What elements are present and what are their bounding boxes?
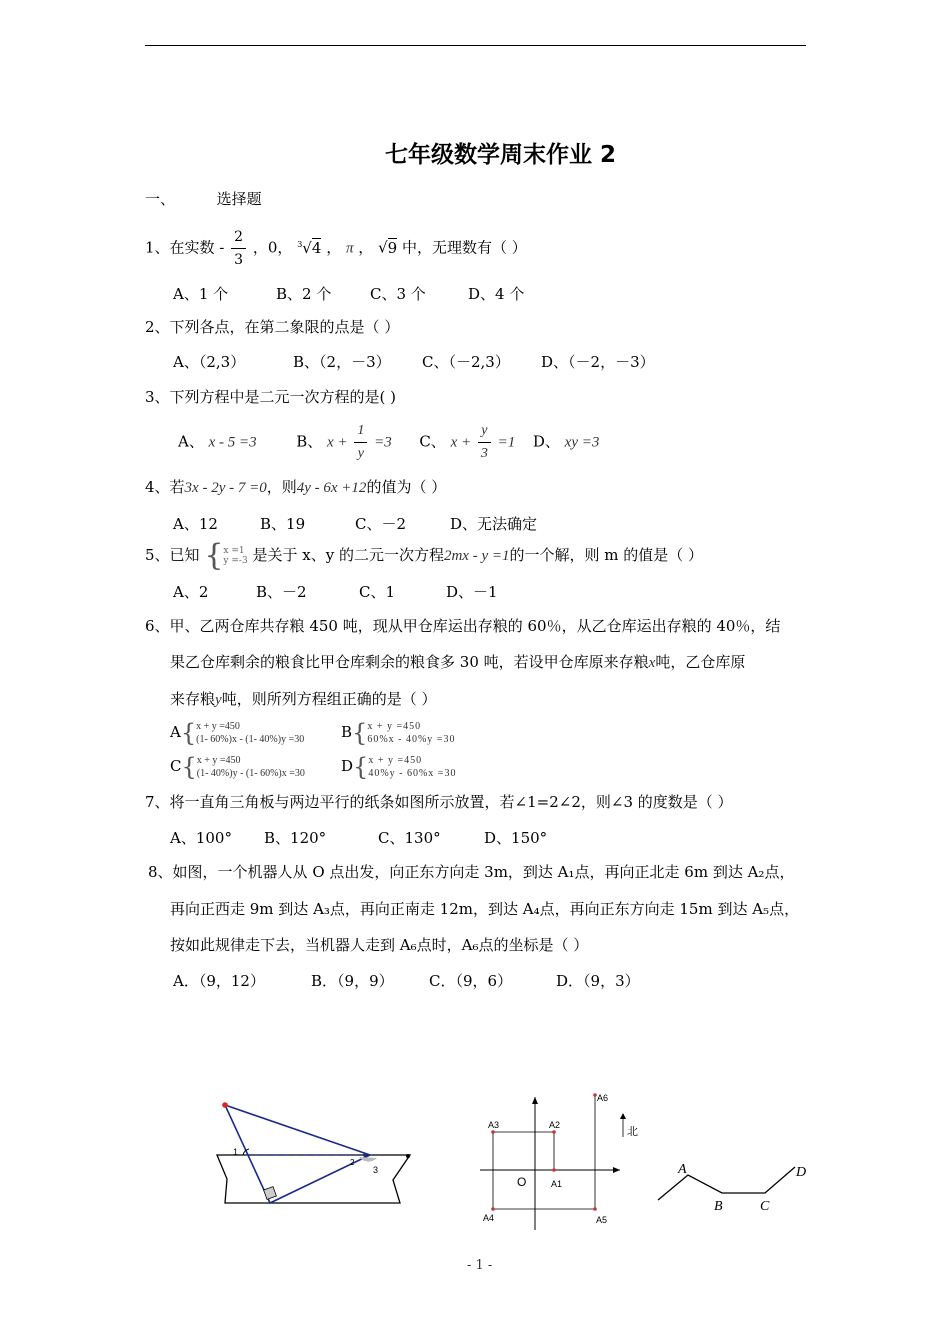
q6-b-brace: { bbox=[352, 719, 368, 747]
q7-option-a: A、100° bbox=[170, 829, 232, 847]
q4-suffix: 的值为（ ） bbox=[366, 478, 447, 496]
q5-brace: { bbox=[204, 538, 224, 573]
label-a4: A4 bbox=[483, 1213, 495, 1223]
paper-strip bbox=[217, 1155, 410, 1203]
q6-a-label: A bbox=[170, 723, 181, 741]
question-8-line-2: 再向正西走 9m 到达 A₃点，再向正南走 12m，到达 A₄点，再向正东方向走 15m 到达 A₅点， bbox=[170, 900, 800, 918]
q1-option-d: D、4 个 bbox=[468, 285, 525, 303]
point-a4 bbox=[491, 1207, 495, 1211]
q3-c-frac bbox=[478, 420, 491, 465]
q1-option-c: C、3 个 bbox=[370, 285, 426, 303]
header-rule bbox=[145, 45, 806, 46]
q6-option-b bbox=[341, 719, 455, 747]
label-a1: A1 bbox=[551, 1179, 563, 1189]
point-a1 bbox=[552, 1168, 556, 1172]
q8-option-c: C．（9，6） bbox=[429, 972, 513, 990]
q4-option-a: A、12 bbox=[173, 515, 218, 533]
q2-option-c: C、（－2,3） bbox=[422, 353, 510, 371]
q6-var-x: x bbox=[648, 655, 656, 671]
north-arrow-head bbox=[620, 1113, 626, 1119]
q3-b-num: 1 bbox=[354, 420, 367, 443]
q8-option-d: D．（9，3） bbox=[556, 972, 640, 990]
q3-c-num: y bbox=[478, 420, 491, 443]
q3-b-label: B、 bbox=[296, 432, 323, 451]
right-angle-mark bbox=[264, 1187, 277, 1200]
q6-a-bot: (1- 60%)x - (1- 40%)y =30 bbox=[196, 734, 305, 745]
q7-option-d: D、150° bbox=[484, 829, 548, 847]
q3-options bbox=[178, 420, 599, 464]
section-heading bbox=[145, 188, 262, 209]
q6-b-system bbox=[367, 720, 455, 746]
question-3-stem: 3、下列方程中是二元一次方程的是( ) bbox=[145, 388, 397, 406]
q6-d-brace: { bbox=[353, 753, 369, 781]
q6-option-c bbox=[170, 753, 305, 781]
point-a3 bbox=[491, 1130, 495, 1134]
q3-b-pre: x + bbox=[327, 434, 348, 451]
q1-prefix: 1、在实数 - bbox=[145, 238, 225, 257]
section-number: 一、 bbox=[145, 190, 176, 208]
q3-c-den: 3 bbox=[480, 446, 488, 461]
q6-a-top: x + y =450 bbox=[196, 721, 240, 732]
q7-option-b: B、120° bbox=[264, 829, 327, 847]
q5-expr: 2mx - y =1 bbox=[443, 548, 510, 564]
q5-option-a: A、2 bbox=[173, 583, 209, 601]
q1-suffix: 中，无理数有（ ） bbox=[401, 238, 527, 257]
robot-path bbox=[493, 1095, 595, 1209]
question-8-line-1: 8、如图，一个机器人从 O 点出发，向正东方向走 3m，到达 A₁点，再向正北走 6m 到达 A₂点， bbox=[148, 863, 795, 881]
q6-c-bot: (1- 40%)y - (1- 60%)x =30 bbox=[196, 768, 305, 779]
q3-b-den: y bbox=[357, 446, 364, 461]
q6-a-brace: { bbox=[180, 719, 197, 747]
label-a5: A5 bbox=[596, 1215, 608, 1225]
q4-mid: ，则 bbox=[266, 478, 297, 496]
q1-frac-num: 2 bbox=[231, 226, 246, 249]
q1-option-a: A、1 个 bbox=[173, 285, 229, 303]
north-label: 北 bbox=[627, 1125, 638, 1138]
q3-d-label: D、 bbox=[532, 432, 560, 451]
q3-a-expr: x - 5 =3 bbox=[208, 434, 257, 451]
q1-frac-den: 3 bbox=[234, 252, 244, 268]
q6-b-label: B bbox=[341, 723, 353, 741]
question-6-line-1: 6、甲、乙两仓库共存粮 450 吨，现从甲仓库运出存粮的 60％，从乙仓库运出存粮的 40％，结 bbox=[145, 617, 781, 635]
q4-prefix: 4、若 bbox=[145, 478, 185, 496]
q4-option-c: C、－2 bbox=[355, 515, 407, 533]
q7-option-c: C、130° bbox=[378, 829, 441, 847]
label-a3: A3 bbox=[488, 1120, 500, 1130]
label-d: D bbox=[796, 1165, 807, 1180]
q6-c-brace: { bbox=[181, 753, 197, 781]
robot-path-figure bbox=[475, 1085, 645, 1235]
question-5-stem bbox=[145, 538, 703, 573]
q3-c-label: C、 bbox=[419, 432, 446, 451]
label-a2: A2 bbox=[549, 1120, 561, 1130]
angle-label-3: 3 bbox=[373, 1165, 379, 1175]
q5-option-b: B、－2 bbox=[256, 583, 307, 601]
q1-sqrt-val: 9 bbox=[387, 238, 398, 257]
vertex-dot-2 bbox=[363, 1153, 367, 1157]
q4-expr1: 3x - 2y - 7 =0 bbox=[184, 480, 267, 496]
q6-c-label: C bbox=[170, 757, 182, 775]
q1-mid3: ， bbox=[358, 238, 374, 257]
q5-sys-bot: y =-3 bbox=[223, 556, 248, 566]
q2-option-d: D、（－2，－3） bbox=[541, 353, 655, 371]
q8-option-a: A．（9，12） bbox=[173, 972, 265, 990]
q6-option-d bbox=[341, 753, 456, 781]
question-6-line-2 bbox=[170, 651, 745, 672]
label-c: C bbox=[760, 1199, 770, 1214]
polyline-abcd-figure bbox=[652, 1155, 817, 1220]
q1-mid1: ，0， bbox=[252, 238, 293, 257]
question-4-stem bbox=[145, 476, 446, 497]
q6-option-a bbox=[170, 719, 304, 747]
question-8-line-3: 按如此规律走下去，当机器人走到 A₆点时，A₆点的坐标是（ ） bbox=[170, 936, 589, 954]
q5-sys-top: x =1 bbox=[223, 546, 245, 556]
q5-prefix: 5、已知 bbox=[145, 546, 200, 564]
q3-b-frac bbox=[354, 420, 367, 465]
q3-b-post: =3 bbox=[374, 434, 392, 451]
question-6-line-3 bbox=[170, 688, 436, 709]
question-1-stem bbox=[145, 226, 527, 271]
q6-line2-text: 果乙仓库剩余的粮食比甲仓库剩余的粮食多 30 吨，若设甲仓库原来存粮 bbox=[170, 653, 649, 671]
q6-c-top: x + y =450 bbox=[196, 755, 241, 766]
point-a5 bbox=[593, 1207, 597, 1211]
strip-end-dot bbox=[406, 1154, 410, 1158]
q6-var-y: y bbox=[215, 692, 222, 708]
q3-d-expr: xy =3 bbox=[564, 434, 600, 451]
q5-system bbox=[223, 546, 247, 566]
q1-cube-root: $^3$√4 bbox=[297, 238, 322, 257]
set-square bbox=[225, 1105, 370, 1203]
q5-option-d: D、－1 bbox=[446, 583, 498, 601]
q5-option-c: C、1 bbox=[359, 583, 396, 601]
page-title: 七年级数学周末作业 2 bbox=[385, 142, 617, 168]
q3-c-post: =1 bbox=[497, 434, 516, 451]
triangle-strip-figure bbox=[205, 1095, 425, 1210]
q5-mid: 是关于 x、y 的二元一次方程 bbox=[252, 546, 444, 564]
q6-d-system bbox=[368, 754, 456, 780]
q6-a-system bbox=[196, 720, 304, 746]
angle-3-arc bbox=[359, 1157, 377, 1162]
q6-d-bot: 40%y - 60%x =30 bbox=[368, 768, 457, 779]
page-number: - 1 - bbox=[467, 1258, 493, 1273]
q6-c-system bbox=[197, 754, 305, 780]
q6-line2-suffix: 吨，乙仓库原 bbox=[655, 653, 746, 671]
q1-cbrt-val: 4 bbox=[311, 238, 322, 257]
q4-option-d: D、无法确定 bbox=[450, 515, 538, 533]
angle-label-2: 2 bbox=[350, 1158, 355, 1167]
q2-option-b: B、（2，－3） bbox=[293, 353, 391, 371]
q1-fraction bbox=[231, 226, 246, 271]
label-b: B bbox=[714, 1199, 723, 1214]
point-a2 bbox=[552, 1130, 556, 1134]
x-axis-arrow bbox=[613, 1167, 620, 1173]
q6-d-top: x + y =450 bbox=[368, 755, 423, 766]
q5-suffix: 的一个解，则 m 的值是（ ） bbox=[509, 546, 703, 564]
q1-sqrt: √9 bbox=[378, 238, 398, 257]
q2-option-a: A、（2,3） bbox=[173, 353, 246, 371]
q8-option-b: B．（9，9） bbox=[311, 972, 394, 990]
question-7-stem: 7、将一直角三角板与两边平行的纸条如图所示放置，若∠1=2∠2，则∠3 的度数是（ ） bbox=[145, 793, 733, 811]
label-a6: A6 bbox=[597, 1093, 609, 1103]
q6-d-label: D bbox=[341, 757, 354, 775]
q3-c-pre: x + bbox=[450, 434, 472, 451]
q6-line3-prefix: 来存粮 bbox=[170, 690, 216, 708]
q1-option-b: B、2 个 bbox=[276, 285, 332, 303]
y-axis-arrow bbox=[532, 1097, 538, 1104]
angle-label-1: 1 bbox=[233, 1147, 239, 1157]
origin-label: O bbox=[517, 1175, 527, 1189]
label-a: A bbox=[678, 1162, 687, 1177]
q6-b-bot: 60%x - 40%y =30 bbox=[367, 734, 456, 745]
section-label: 选择题 bbox=[216, 190, 262, 208]
q4-option-b: B、19 bbox=[260, 515, 306, 533]
q6-line3-suffix: 吨，则所列方程组正确的是（ ） bbox=[221, 690, 437, 708]
q4-expr2: 4y - 6x +12 bbox=[296, 480, 367, 496]
q3-a-label: A、 bbox=[178, 432, 204, 451]
q6-b-top: x + y =450 bbox=[367, 721, 422, 732]
question-2-stem: 2、下列各点，在第二象限的点是（ ） bbox=[145, 318, 400, 336]
q1-pi: π bbox=[345, 240, 354, 257]
vertex-dot bbox=[222, 1102, 228, 1108]
q1-mid2: ， bbox=[326, 238, 342, 257]
